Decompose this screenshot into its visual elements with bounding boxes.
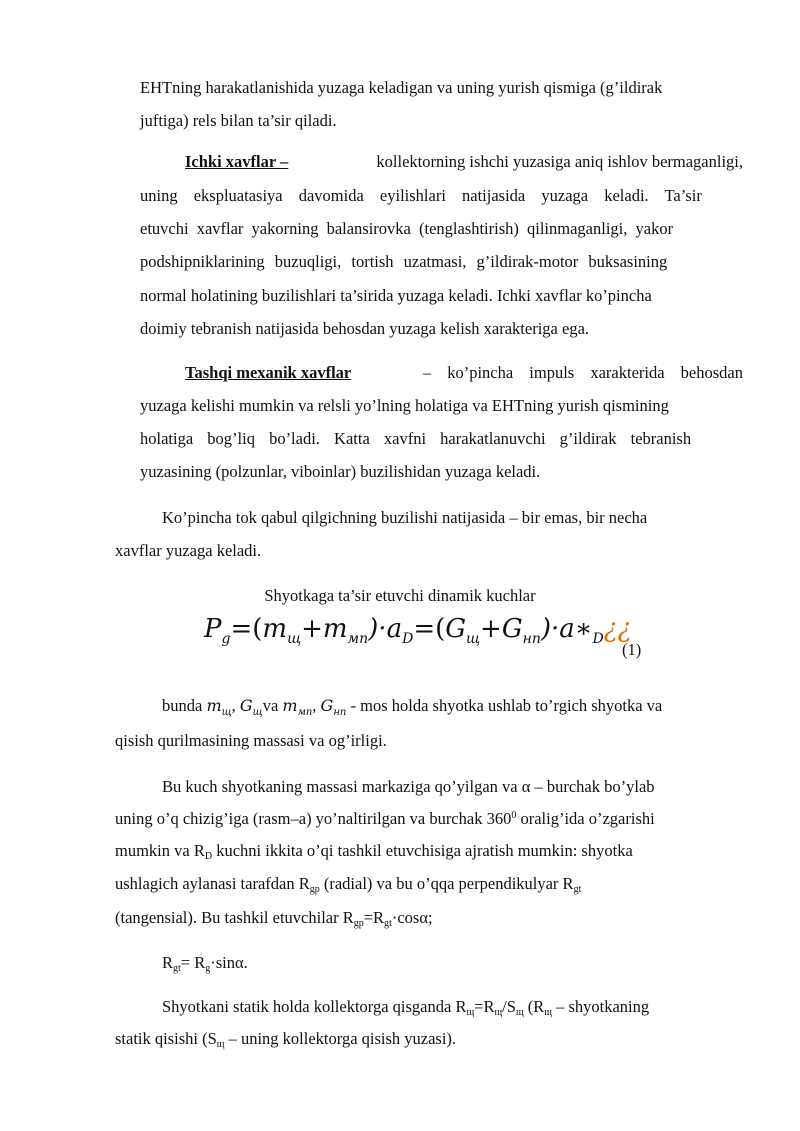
formula-symbol: G	[501, 614, 523, 644]
text-run: qisish qurilmasining massasi va og’irligi.	[115, 731, 387, 750]
paragraph-3-line-4	[140, 464, 540, 481]
formula-operator: )·a	[368, 614, 403, 644]
text-run: – ko’pincha impuls xarakterida behosdan	[422, 363, 743, 382]
text-run: xavflar yuzaga keladi.	[115, 541, 262, 560]
text-run: ·sinα.	[210, 953, 248, 972]
var-symbol: G	[239, 696, 253, 715]
subscript: D	[204, 851, 213, 862]
text-run: normal holatining buzilishlari ta’sirida yuzaga keladi. Ichki xavflar ko’pincha	[140, 286, 652, 305]
text-run: Ko’pincha tok qabul qilgichning buzilishi natijasida – bir emas, bir necha	[162, 508, 648, 527]
formula-subscript: D	[592, 631, 604, 647]
text-run: Bu kuch shyotkaning massasi markaziga qo’yilgan va α – burchak bo’ylab	[162, 777, 655, 796]
text-run: EHTning harakatlanishida yuzaga keladigan va uning yurish qismiga (g’ildirak	[140, 78, 663, 97]
text-run: juftiga) rels bilan ta’sir qiladi.	[140, 111, 337, 130]
text-run: kuchni ikkita o’qi tashkil etuvchisiga ajratish mumkin: shyotka	[212, 841, 633, 860]
text-run: kollektorning ishchi yuzasiga aniq ishlov bermaganligi,	[376, 152, 743, 171]
paragraph-5-line-2	[115, 733, 387, 750]
variable	[282, 696, 313, 719]
paragraph-8-line-2	[115, 1031, 456, 1050]
text-run: =R	[363, 908, 385, 927]
paragraph-8-line-1	[162, 999, 649, 1018]
text-run: bunda	[162, 696, 203, 715]
paragraph-3-line-2	[140, 398, 743, 415]
text-run: Shyotkani statik holda kollektorga qisganda R	[162, 997, 467, 1016]
paragraph-4-line-1	[162, 510, 647, 527]
paragraph-4-line-2	[115, 543, 261, 560]
formula-subscript: D	[402, 631, 414, 647]
formula-subscript: щ	[466, 631, 481, 647]
paragraph-2-line-4	[140, 254, 743, 271]
var-symbol: G	[320, 696, 334, 715]
subscript: щ	[515, 1007, 524, 1018]
paragraph-3-line-3	[140, 431, 743, 448]
text-run: uning ekspluatasiya davomida eyilishlari natijasida yuzaga keladi. Ta’sir	[140, 186, 702, 205]
text-run: oralig’ida o’zgarishi	[516, 809, 655, 828]
paragraph-1-line-2	[140, 113, 337, 130]
paragraph-6-line-3	[115, 843, 633, 862]
text-run: va	[262, 696, 279, 715]
term-internal-hazards: Ichki xavflar –	[185, 152, 289, 171]
text-run: podshipniklarining buzuqligi, tortish uzatmasi, g’ildirak-motor buksasining	[140, 252, 668, 271]
text-run: (R	[523, 997, 545, 1016]
formula-symbol: P	[204, 614, 222, 644]
text-run: ·cosα;	[391, 908, 433, 927]
formula-glyph: ¿¿	[603, 614, 632, 644]
formula-symbol: G	[445, 614, 467, 644]
paragraph-3-line-1	[185, 365, 743, 382]
var-subscript: мп	[297, 707, 313, 719]
paragraph-2-line-6	[140, 321, 589, 338]
subscript: щ	[216, 1039, 225, 1050]
text-run: etuvchi xavflar yakorning balansirovka (tenglashtirish) qilinmaganligi, yakor	[140, 219, 674, 238]
term-external-mechanical-hazards: Tashqi mexanik xavflar	[185, 363, 352, 382]
var-symbol: m	[282, 696, 298, 715]
text-run: – uning kollektorga qisish yuzasi).	[224, 1029, 457, 1048]
formula-subscript: мп	[347, 631, 369, 647]
superscript: 0	[511, 810, 517, 821]
formula-operator: +	[480, 614, 502, 644]
formula-operator: =(	[230, 614, 263, 644]
variable	[239, 696, 263, 719]
formula-operator: )·a∗	[540, 614, 593, 644]
paragraph-7	[162, 955, 248, 974]
formula-operator: +	[301, 614, 323, 644]
paragraph-1-line-1	[140, 80, 743, 97]
formula-subscript: g	[221, 631, 231, 647]
paragraph-5-line-1	[162, 698, 662, 718]
paragraph-6-line-5	[115, 910, 433, 929]
subscript: g	[205, 963, 211, 974]
subscript: gt	[173, 963, 181, 974]
text-run: mumkin va R	[115, 841, 205, 860]
paragraph-2-line-5	[140, 288, 743, 305]
var-symbol: m	[206, 696, 222, 715]
variable	[206, 696, 232, 719]
subscript: щ	[544, 1007, 552, 1018]
text-run: - mos holda shyotka ushlab to’rgich shyotka va	[350, 696, 663, 715]
var-subscript: щ	[252, 707, 263, 719]
paragraph-2-line-1	[185, 154, 743, 171]
var-subscript: щ	[221, 707, 232, 719]
text-run: (radial) va bu o’qqa perpendikulyar R	[319, 874, 574, 893]
formula-dynamic-force	[204, 614, 632, 647]
subscript: щ	[494, 1007, 503, 1018]
text-run: R	[162, 953, 174, 972]
variable	[320, 696, 347, 719]
formula-symbol: m	[322, 614, 348, 644]
text-run: yuzaga kelishi mumkin va relsli yo’lning holatiga va EHTning yurish qismining	[140, 396, 669, 415]
subscript: gt	[384, 918, 392, 929]
text-run: (tangensial). Bu tashkil etuvchilar R	[115, 908, 354, 927]
subscript: щ	[466, 1007, 475, 1018]
text-run: statik qisishi (S	[115, 1029, 217, 1048]
var-subscript: нп	[333, 707, 347, 719]
paragraph-6-line-4	[115, 876, 581, 895]
text-run: – shyotkaning	[551, 997, 650, 1016]
formula-symbol: m	[262, 614, 288, 644]
section-title: Shyotkaga ta’sir etuvchi dinamik kuchlar	[264, 586, 536, 605]
paragraph-2-line-3	[140, 221, 743, 238]
text-run: doimiy tebranish natijasida behosdan yuzaga kelish xarakteriga ega.	[140, 319, 590, 338]
formula-subscript: щ	[287, 631, 302, 647]
text-run: uning o’q chizig’iga (rasm–a) yo’naltirilgan va burchak 360	[115, 809, 512, 828]
formula-operator: =(	[413, 614, 446, 644]
text-run: yuzasining (polzunlar, viboinlar) buzilishidan yuzaga keladi.	[140, 462, 541, 481]
subscript: gp	[309, 884, 320, 895]
equation-number: (1)	[622, 640, 642, 659]
subscript: gp	[353, 918, 364, 929]
text-run: ,	[231, 696, 236, 715]
text-run: holatiga bog’liq bo’ladi. Katta xavfni harakatlanuvchi g’ildirak tebranish	[140, 429, 692, 448]
paragraph-2-line-2	[140, 188, 743, 205]
formula-subscript: нп	[522, 631, 541, 647]
text-run: =R	[474, 997, 495, 1016]
text-run: = R	[180, 953, 206, 972]
subscript: gt	[573, 884, 582, 895]
text-run: /S	[502, 997, 516, 1016]
paragraph-6-line-2	[115, 811, 655, 828]
text-run: ushlagich aylanasi tarafdan R	[115, 874, 310, 893]
paragraph-6-line-1	[162, 779, 655, 796]
text-run: ,	[312, 696, 317, 715]
